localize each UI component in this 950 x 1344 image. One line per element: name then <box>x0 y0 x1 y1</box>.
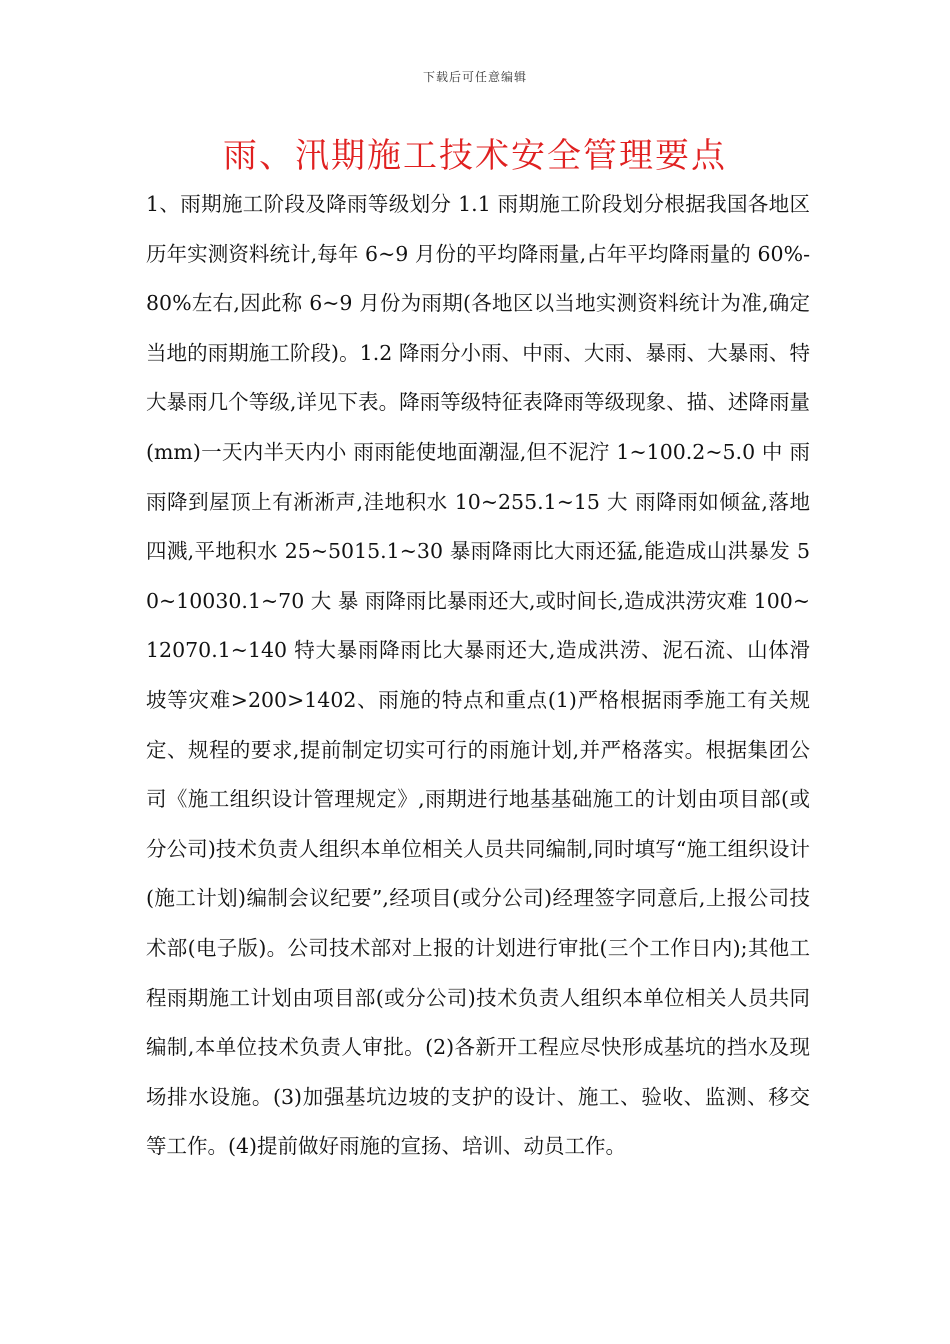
document-title: 雨、汛期施工技术安全管理要点 <box>223 136 727 176</box>
header-note: 下载后可任意编辑 <box>422 70 527 84</box>
document-body: 1、雨期施工阶段及降雨等级划分 1.1 雨期施工阶段划分根据我国各地区历年实测资料统计,每年 6~9 月份的平均降雨量,占年平均降雨量的 60%-80%左右,因此称 6~9 月份为雨期(各地区以当地实测资料统计为准,确定当地的雨期施工阶段)。1.2 降雨分小雨、中雨、大雨、暴雨、大暴雨、特大暴雨几个等级,详见下表。降雨等级特征表降雨等级现象、描、述降雨量(mm)一天内半天内小 雨雨能使地面潮湿,但不泥泞 1~100.2~5.0 中 雨雨降到屋顶上有淅淅声,洼地积水 10~255.1~15 大 雨降雨如倾盆,落地四溅,平地积水 25~5015.1~30 暴雨降雨比大雨还猛,能造成山洪暴发 50~10030.1~70 大 暴 雨降雨比暴雨还大,或时间长,造成洪涝灾难 100~12070.1~140 特大暴雨降雨比大暴雨还大,造成洪涝、泥石流、山体滑坡等灾难>200>1402、雨施的特点和重点(1)严格根据雨季施工有关规定、规程的要求,提前制定切实可行的雨施计划,并严格落实。根据集团公司《施工组织设计管理规定》,雨期进行地基基础施工的计划由项目部(或分公司)技术负责人组织本单位相关人员共同编制,同时填写“施工组织设计(施工计划)编制会议纪要”,经项目(或分公司)经理签字同意后,上报公司技术部(电子版)。公司技术部对上报的计划进行审批(三个工作日内);其他工程雨期施工计划由项目部(或分公司)技术负责人组织本单位相关人员共同编制,本单位技术负责人审批。(2)各新开工程应尽快形成基坑的挡水及现场排水设施。(3)加强基坑边坡的支护的设计、施工、验收、监测、移交等工作。(4)提前做好雨施的宣扬、培训、动员工作。 <box>146 192 810 1159</box>
